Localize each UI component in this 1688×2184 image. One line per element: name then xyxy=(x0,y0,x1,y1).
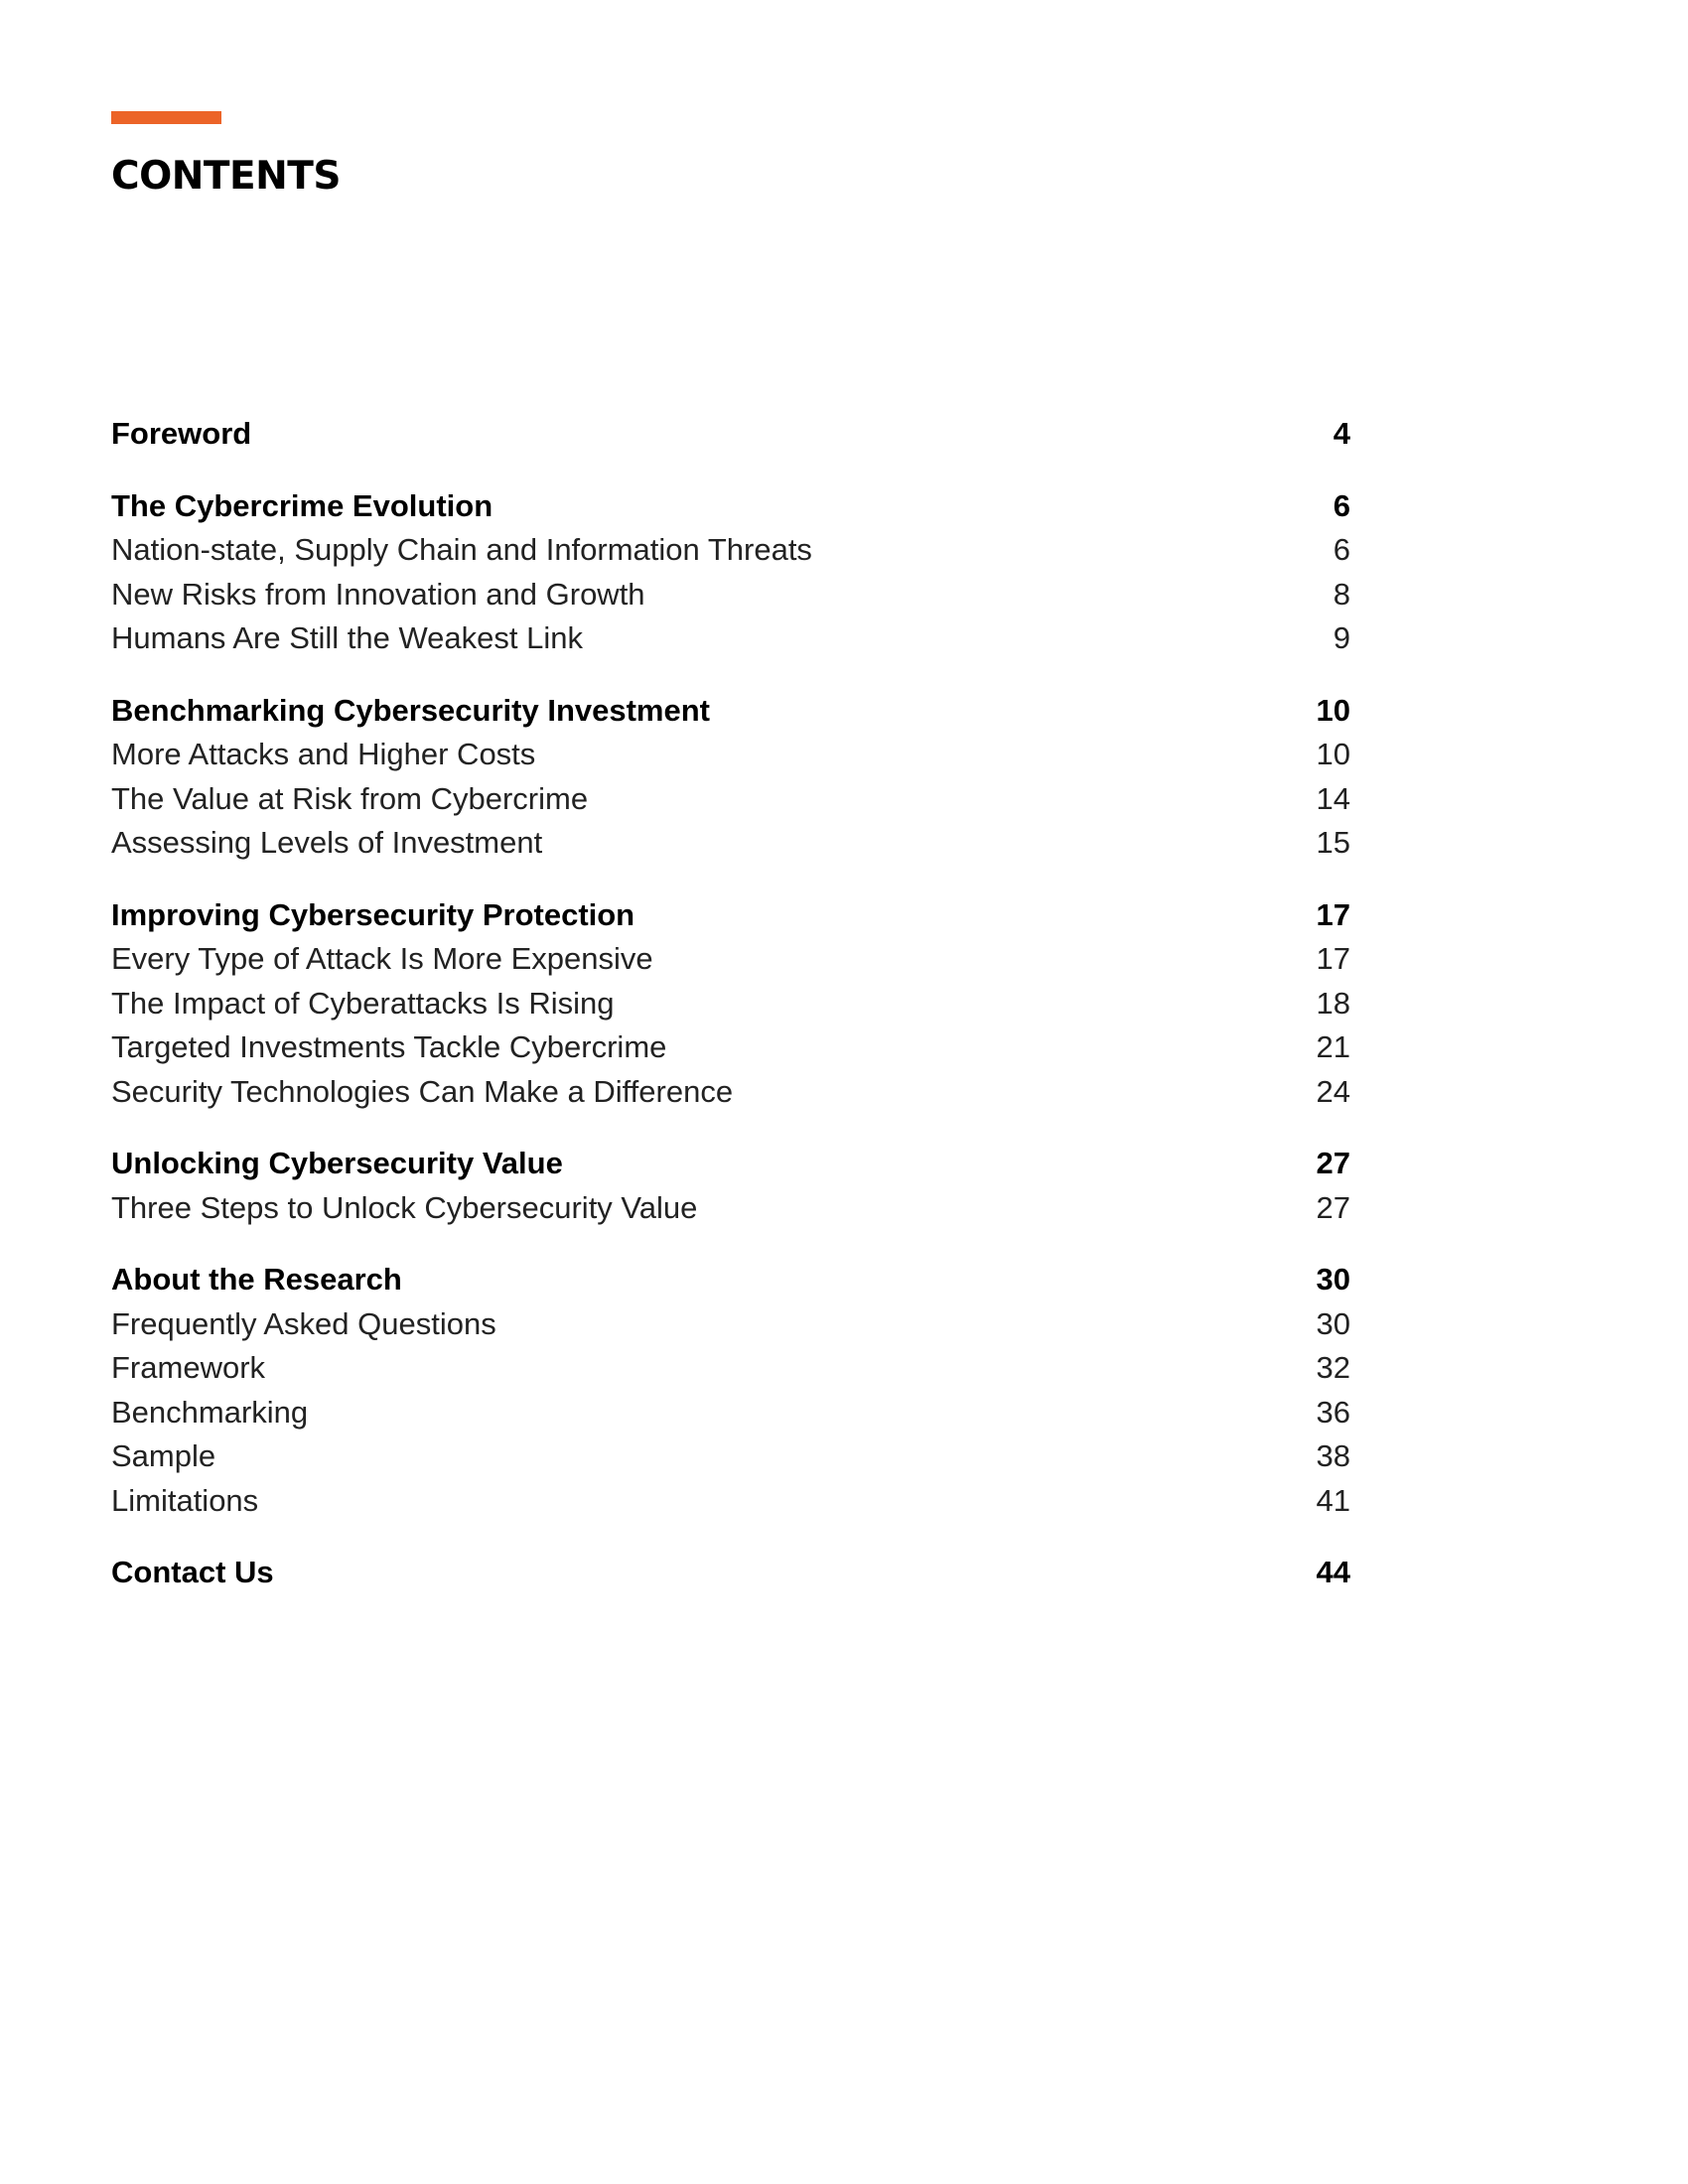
toc-item[interactable] xyxy=(111,1391,1350,1435)
toc-section xyxy=(111,689,1350,866)
page-title: CONTENTS xyxy=(111,154,341,199)
toc-item-label: More Attacks and Higher Costs xyxy=(111,737,536,771)
toc-item-page-number: 32 xyxy=(1316,1350,1350,1385)
toc-item-label: Humans Are Still the Weakest Link xyxy=(111,620,583,655)
toc-item-page-number: 21 xyxy=(1316,1029,1350,1064)
toc-heading[interactable] xyxy=(111,1258,1350,1302)
toc-item-label: Assessing Levels of Investment xyxy=(111,825,543,860)
toc-item-label: Benchmarking xyxy=(111,1394,309,1430)
toc-item-page-number: 18 xyxy=(1316,985,1350,1021)
toc-item-page-number: 10 xyxy=(1316,737,1350,771)
toc-heading[interactable] xyxy=(111,412,1350,457)
toc-item-page-number: 24 xyxy=(1316,1073,1350,1109)
toc-heading-page-number: 44 xyxy=(1316,1555,1350,1589)
toc-item-label: Every Type of Attack Is More Expensive xyxy=(111,941,653,976)
toc-section xyxy=(111,893,1350,1115)
toc-heading-page-number: 10 xyxy=(1316,692,1350,728)
toc-item[interactable] xyxy=(111,1186,1350,1231)
title-accent-bar xyxy=(111,111,221,124)
toc-item[interactable] xyxy=(111,821,1350,866)
toc-section xyxy=(111,1142,1350,1230)
toc-item[interactable] xyxy=(111,1346,1350,1391)
toc-heading-page-number: 27 xyxy=(1316,1146,1350,1180)
toc-item-page-number: 9 xyxy=(1333,620,1350,655)
toc-item[interactable] xyxy=(111,1434,1350,1479)
toc-item-page-number: 17 xyxy=(1316,941,1350,976)
toc-item-page-number: 36 xyxy=(1316,1394,1350,1430)
toc-heading[interactable] xyxy=(111,893,1350,938)
toc-heading[interactable] xyxy=(111,689,1350,734)
toc-item[interactable] xyxy=(111,937,1350,982)
toc-item-label: Three Steps to Unlock Cybersecurity Value xyxy=(111,1189,698,1225)
toc-heading-label: Benchmarking Cybersecurity Investment xyxy=(111,692,710,728)
toc-heading-page-number: 30 xyxy=(1316,1262,1350,1297)
toc-section xyxy=(111,412,1350,457)
toc-item-label: Framework xyxy=(111,1350,266,1385)
toc-item-page-number: 27 xyxy=(1316,1189,1350,1225)
toc-item-page-number: 15 xyxy=(1316,825,1350,860)
toc-item-label: Sample xyxy=(111,1438,216,1473)
toc-item[interactable] xyxy=(111,777,1350,822)
toc-item[interactable] xyxy=(111,616,1350,661)
toc-section xyxy=(111,1258,1350,1523)
toc-item[interactable] xyxy=(111,573,1350,617)
toc-heading-page-number: 4 xyxy=(1333,416,1350,451)
toc-heading-label: Unlocking Cybersecurity Value xyxy=(111,1146,563,1180)
toc-item-page-number: 30 xyxy=(1316,1305,1350,1341)
toc-heading-label: The Cybercrime Evolution xyxy=(111,487,493,523)
toc-item-label: Targeted Investments Tackle Cybercrime xyxy=(111,1029,667,1064)
toc-item-label: Security Technologies Can Make a Difference xyxy=(111,1073,734,1109)
toc-item-page-number: 41 xyxy=(1316,1482,1350,1518)
toc-item[interactable] xyxy=(111,1025,1350,1070)
toc-item[interactable] xyxy=(111,982,1350,1026)
toc-heading-label: Contact Us xyxy=(111,1555,274,1589)
toc-item-label: The Value at Risk from Cybercrime xyxy=(111,780,589,816)
toc-item-page-number: 8 xyxy=(1333,576,1350,612)
toc-item-label: The Impact of Cyberattacks Is Rising xyxy=(111,985,615,1021)
toc-item[interactable] xyxy=(111,1302,1350,1347)
toc-item[interactable] xyxy=(111,1070,1350,1115)
toc-heading-label: Improving Cybersecurity Protection xyxy=(111,896,635,932)
table-of-contents xyxy=(111,412,1350,1623)
toc-item-label: Limitations xyxy=(111,1482,259,1518)
toc-heading-label: Foreword xyxy=(111,416,252,451)
toc-section xyxy=(111,1551,1350,1595)
toc-heading-page-number: 6 xyxy=(1333,487,1350,523)
toc-item-label: Nation-state, Supply Chain and Information Threats xyxy=(111,532,812,567)
toc-section xyxy=(111,484,1350,661)
toc-item[interactable] xyxy=(111,733,1350,777)
toc-heading[interactable] xyxy=(111,1551,1350,1595)
toc-item[interactable] xyxy=(111,528,1350,573)
toc-heading[interactable] xyxy=(111,484,1350,529)
toc-item-label: New Risks from Innovation and Growth xyxy=(111,576,645,612)
toc-item-page-number: 14 xyxy=(1316,780,1350,816)
toc-item-page-number: 6 xyxy=(1333,532,1350,567)
toc-heading-page-number: 17 xyxy=(1316,896,1350,932)
toc-item-page-number: 38 xyxy=(1316,1438,1350,1473)
toc-item[interactable] xyxy=(111,1479,1350,1524)
toc-heading[interactable] xyxy=(111,1142,1350,1186)
toc-item-label: Frequently Asked Questions xyxy=(111,1305,496,1341)
toc-heading-label: About the Research xyxy=(111,1262,402,1297)
